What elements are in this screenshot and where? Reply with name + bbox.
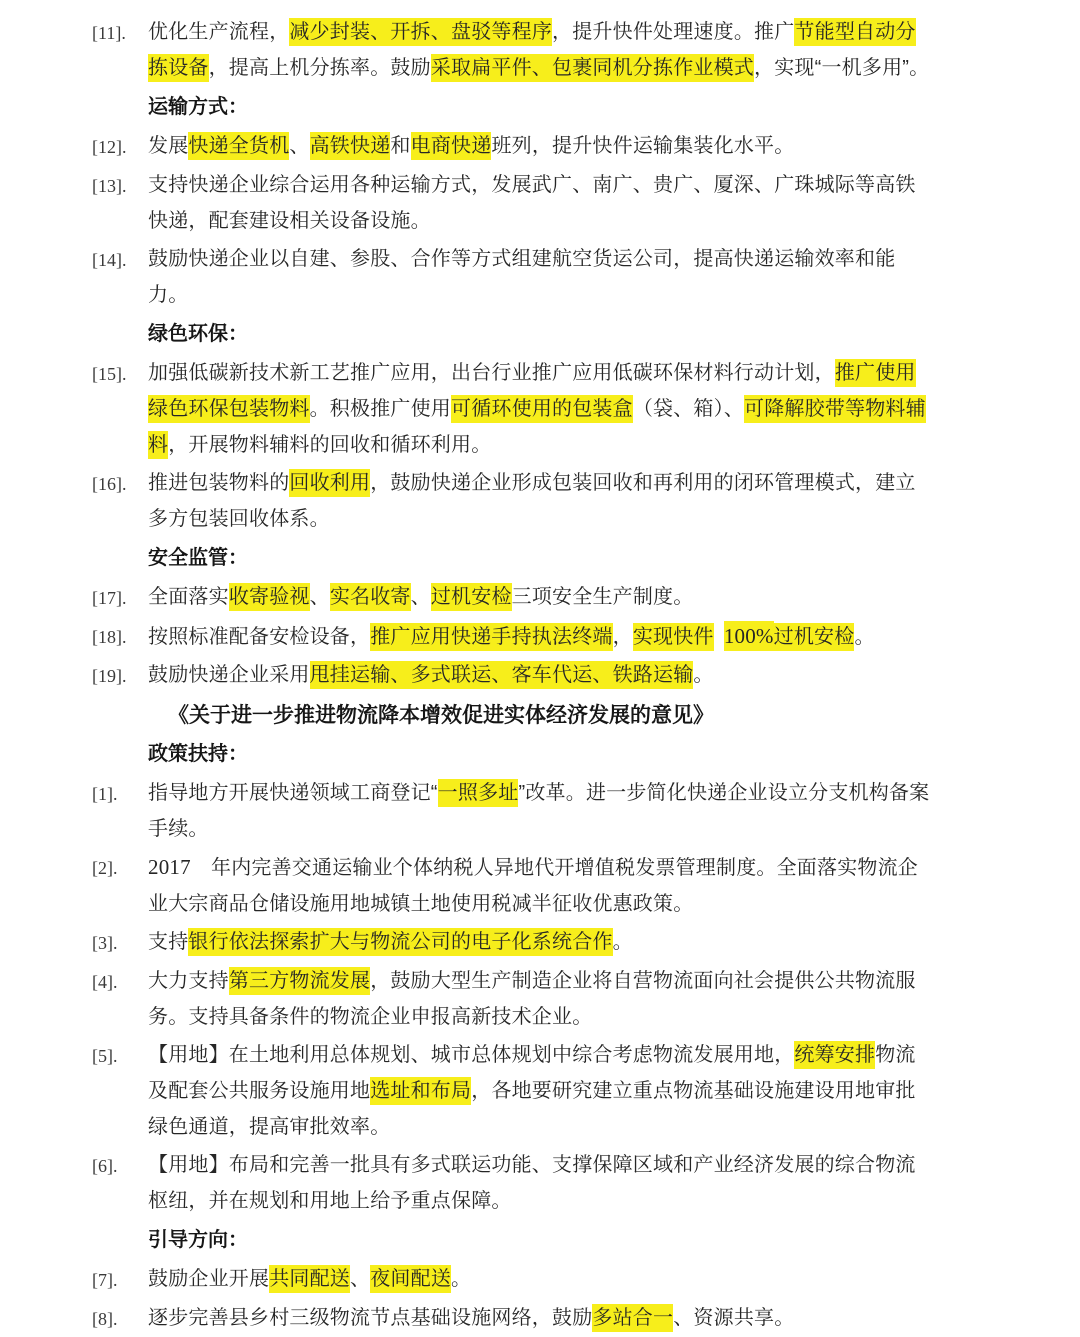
highlighted-text: 过机安检 (774, 623, 855, 651)
text-segment: 。 (612, 931, 633, 953)
highlighted-text: 共同配送 (269, 1265, 350, 1293)
list-item (92, 14, 1024, 86)
text-segment: 、 (410, 586, 431, 608)
text-segment: 和 (390, 135, 411, 157)
item-text (148, 1300, 934, 1336)
highlighted-text: 电商快递 (411, 132, 492, 160)
item-text (148, 924, 934, 960)
text-segment: 逐步完善县乡村三级物流节点基础设施网络，鼓励 (148, 1307, 593, 1329)
section-heading: 政策扶持： (148, 743, 248, 765)
text-segment: ，鼓励快递企业形成包装回收和再利用的闭环管理模式，建立多方包装回收体系。 (148, 472, 916, 530)
text-segment: 2017 (148, 855, 191, 879)
highlighted-text: 实现快件 (633, 623, 714, 651)
item-number: [15]. (92, 364, 127, 384)
highlighted-text: 统筹安排 (794, 1041, 875, 1069)
section-heading: 安全监管： (148, 547, 248, 569)
list-item (92, 657, 1024, 694)
item-text (148, 241, 934, 313)
list-item (92, 128, 1024, 165)
list-item (92, 924, 1024, 961)
text-segment: 。积极推广使用 (309, 398, 452, 420)
item-text (148, 1147, 934, 1219)
text-segment: 优化生产流程， (148, 21, 290, 43)
item-number: [6]. (92, 1156, 118, 1176)
item-text (148, 355, 934, 463)
text-segment: 年内完善交通运输业个体纳税人异地代开增值税发票管理制度。全面落实物流企业大宗商品仓储设施用地城镇土地使用税减半征收优惠政策。 (148, 857, 919, 915)
item-number: [19]. (92, 666, 127, 686)
item-number: [7]. (92, 1270, 118, 1290)
item-text (148, 849, 934, 922)
text-segment: 支持快递企业综合运用各种运输方式，发展武广、南广、贵广、厦深、广珠城际等高铁快递，配套建设相关设备设施。 (148, 174, 916, 232)
item-number: [18]. (92, 627, 127, 647)
highlighted-text: 可降解胶带等物料辅料 (148, 395, 926, 459)
list-item (92, 1261, 1024, 1298)
item-text (148, 775, 934, 847)
text-segment: ，鼓励大型生产制造企业将自营物流面向社会提供公共物流服务。支持具备条件的物流企业申报高新技术企业。 (148, 970, 916, 1028)
highlighted-text: 高铁快递 (310, 132, 391, 160)
item-number: [16]. (92, 474, 127, 494)
text-segment: （袋、箱）、 (632, 398, 745, 420)
text-segment: 、 (350, 1268, 371, 1290)
list-item (92, 167, 1024, 239)
text-segment: ， (612, 626, 633, 648)
text-segment: 鼓励快递企业以自建、参股、合作等方式组建航空货运公司，提高快递运输效率和能力。 (148, 248, 896, 306)
highlighted-text: 一照多址 (438, 779, 519, 807)
highlighted-text: 快递全货机 (188, 132, 289, 160)
item-text (148, 128, 934, 164)
highlighted-text: 减少封装、开拆、盘驳等程序 (289, 18, 552, 46)
highlighted-text: 多站合一 (592, 1304, 673, 1332)
highlighted-text: 银行依法探索扩大与物流公司的电子化系统合作 (188, 928, 612, 956)
text-segment: 、资源共享。 (673, 1307, 795, 1329)
item-number: [12]. (92, 137, 127, 157)
item-number: [1]. (92, 784, 118, 804)
section-heading: 运输方式： (148, 96, 248, 118)
item-number: [17]. (92, 588, 127, 608)
text-segment: ，开展物料辅料的回收和循环利用。 (168, 434, 492, 456)
highlighted-text: 实名收寄 (330, 583, 411, 611)
item-number: [14]. (92, 250, 127, 270)
text-segment: 大力支持 (148, 970, 229, 992)
text-segment: 加强低碳新技术新工艺推广应用，出台行业推广应用低碳环保材料行动计划， (148, 362, 835, 384)
text-segment (714, 626, 724, 648)
text-segment: 三项安全生产制度。 (511, 586, 694, 608)
text-segment: ，提高上机分拣率。鼓励 (208, 57, 431, 79)
text-segment: ，实现“一机多用”。 (754, 57, 930, 79)
item-text (148, 167, 934, 239)
highlighted-text: 节能型自动分拣设备 (148, 18, 916, 82)
text-segment: 鼓励企业开展 (148, 1268, 270, 1290)
section-heading: 绿色环保： (148, 323, 248, 345)
item-text (148, 657, 934, 693)
highlighted-text: 过机安检 (431, 583, 512, 611)
highlighted-text: 夜间配送 (370, 1265, 451, 1293)
list-item (92, 241, 1024, 313)
highlighted-text: 回收利用 (289, 469, 370, 497)
text-segment: 按照标准配备安检设备， (148, 626, 371, 648)
section-heading: 引导方向： (148, 1229, 248, 1251)
item-number: [8]. (92, 1309, 118, 1329)
list-item (92, 1037, 1024, 1145)
text-segment: ，提升快件处理速度。推广 (552, 21, 795, 43)
text-segment: ，各地要研究建立重点物流基础设施建设用地审批绿色通道，提高审批效率。 (148, 1080, 916, 1138)
list-item (92, 579, 1024, 616)
list-item (92, 963, 1024, 1035)
item-text (148, 1037, 934, 1145)
text-segment: 【用地】在土地利用总体规划、城市总体规划中综合考虑物流发展用地， (148, 1044, 795, 1066)
highlighted-text: 采取扁平件、包裹同机分拣作业模式 (431, 54, 754, 82)
item-number: [4]. (92, 972, 118, 992)
highlighted-text: 可循环使用的包装盒 (451, 395, 633, 423)
item-text (148, 618, 934, 655)
text-segment: ”改革。进一步简化快递企业设立分支机构备案手续。 (148, 782, 930, 840)
item-number: [3]. (92, 933, 118, 953)
list-item (92, 465, 1024, 537)
text-segment: 发展 (148, 135, 189, 157)
item-number: [13]. (92, 176, 127, 196)
highlighted-text: 甩挂运输、多式联运、客车代运、铁路运输 (310, 661, 694, 689)
text-segment: 推进包装物料的 (148, 472, 290, 494)
highlighted-text: 收寄验视 (229, 583, 310, 611)
text-segment: 鼓励快递企业采用 (148, 664, 310, 686)
text-segment: 班列，提升快件运输集装化水平。 (491, 135, 795, 157)
item-text (148, 14, 934, 86)
item-text (148, 579, 934, 615)
document-body (92, 14, 1024, 1337)
item-text (148, 465, 934, 537)
text-segment: 、 (309, 586, 330, 608)
list-item (92, 775, 1024, 847)
highlighted-text: 推广使用绿色环保包装物料 (148, 359, 916, 423)
text-segment: 。 (854, 626, 875, 648)
text-segment: 。 (451, 1268, 472, 1290)
item-text (148, 963, 934, 1035)
item-text (148, 1261, 934, 1297)
item-number: [2]. (92, 858, 118, 878)
highlighted-text: 推广应用快递手持执法终端 (370, 623, 612, 651)
text-segment: 。 (693, 664, 714, 686)
highlighted-text: 100% (724, 621, 774, 651)
list-item (92, 355, 1024, 463)
list-item (92, 618, 1024, 655)
item-number: [11]. (92, 23, 126, 43)
text-segment: 、 (289, 135, 310, 157)
highlighted-text: 选址和布局 (370, 1077, 471, 1105)
text-segment: 指导地方开展快递领域工商登记“ (148, 782, 438, 804)
text-segment: 全面落实 (148, 586, 229, 608)
item-number: [5]. (92, 1046, 118, 1066)
text-segment: 支持 (148, 931, 189, 953)
list-item (92, 1147, 1024, 1219)
text-segment: 物流及配套公共服务设施用地 (148, 1044, 916, 1102)
list-item (92, 1300, 1024, 1337)
text-segment: 【用地】布局和完善一批具有多式联运功能、支撑保障区域和产业经济发展的综合物流枢纽，并在规划和用地上给予重点保障。 (148, 1154, 916, 1212)
list-item (92, 849, 1024, 922)
document-title: 《关于进一步推进物流降本增效促进实体经济发展的意见》 (168, 703, 714, 727)
highlighted-text: 第三方物流发展 (229, 967, 370, 995)
